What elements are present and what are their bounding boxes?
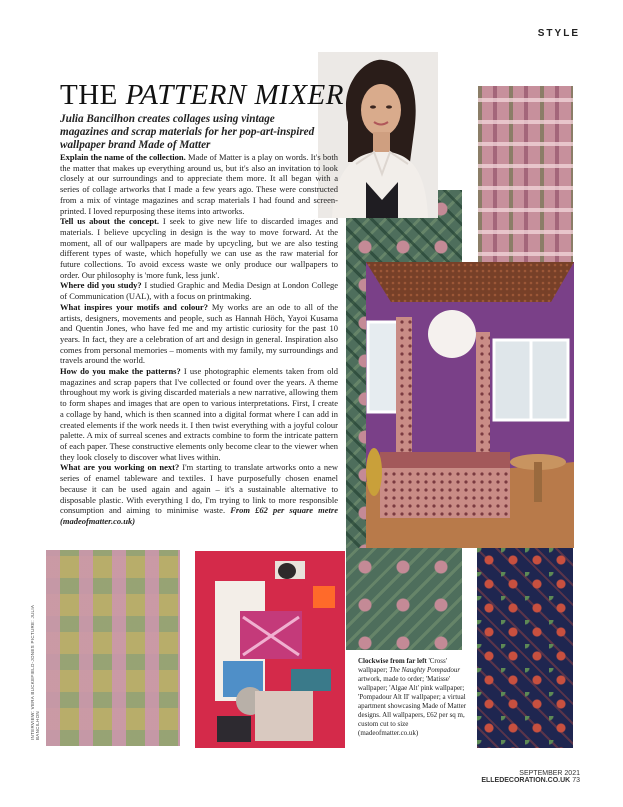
title-prefix: THE — [60, 79, 126, 111]
article-body — [60, 152, 338, 527]
question: Tell us about the concept. — [60, 216, 160, 227]
answer: I studied Graphic and Media Design at London College of Communication (UAL), with a focus on printmaking. — [60, 280, 338, 302]
matisse-wallpaper-lower-image — [346, 548, 462, 650]
question: What are you working on next? — [60, 462, 180, 473]
caption-text-1: 'Cross' wallpaper; — [358, 657, 447, 674]
qa-paragraph — [60, 462, 338, 526]
issue-date: SEPTEMBER 2021 — [519, 770, 580, 777]
question: Where did you study? — [60, 280, 142, 291]
cross-wallpaper-image — [46, 550, 180, 746]
answer: I seek to give new life to discarded images and materials. I believe upcycling in design is the way to move forward. At the moment, all of our wallpapers are made by upcycling, but we are also testing different types of waste, which hopefully we can use as the raw material for future collections. To avoid excess waste we only produce our wallpapers to order. Our philosophy is 'more funk, less junk'. — [60, 216, 338, 280]
photo-credit: INTERVIEW: VERA BUCKEFIELD-JONES PICTURE: JULIA BANCILHON — [30, 605, 40, 740]
qa-paragraph — [60, 216, 338, 280]
article-standfirst: Julia Bancilhon creates collages using vintage magazines and scrap materials for her pop-art-inspired wallpaper brand Made of Matter — [60, 113, 315, 151]
qa-paragraph — [60, 152, 338, 216]
price-line: From £62 per square metre (madeofmatter.co.uk) — [60, 505, 338, 526]
question: How do you make the patterns? — [60, 366, 181, 377]
page-number: 73 — [572, 777, 580, 784]
section-label: STYLE — [537, 28, 580, 39]
page-footer — [430, 770, 580, 784]
qa-paragraph — [60, 366, 338, 462]
answer: My works are an ode to all of the artists, designers, movements and people, such as Hannah Höch, Yayoi Kusama and Quentin Jones, who have fed me and my artistic curiosity for the past 10 years. In fact, they are a celebration of art and design in general. Inspiration also comes from personal memories – moments with my family, my surroundings and travels around the world. — [60, 301, 338, 366]
answer: I use photographic elements taken from old magazines and scrap papers that I've collected or found over the years. A theme throughout my work is giving discarded materials a new narrative, allowing them to form shapes and images that are open to various interpretations. First, I create a collage by hand, which is then scanned into a digital format where I can add in created elements if the work needs it. I then twist everything with a joyful colour palette. A mix of surreal scenes and extracts combine to form the intricate pattern of each paper. These constructive elements only become clear to the viewer when they look closely to discover what lives within. — [60, 366, 338, 462]
caption-artwork-title: The Naughty Pompadour — [389, 666, 461, 674]
qa-paragraph — [60, 302, 338, 366]
pompadour-alt-ii-wallpaper-image — [477, 548, 573, 748]
article-title — [60, 80, 344, 110]
image-caption — [358, 657, 470, 738]
caption-lead: Clockwise from far left — [358, 657, 427, 665]
virtual-apartment-image — [366, 262, 574, 548]
question: What inspires your motifs and colour? — [60, 301, 209, 312]
title-emphasis: PATTERN MIXER — [125, 79, 344, 111]
qa-paragraph — [60, 280, 338, 301]
naughty-pompadour-collage-image — [195, 551, 345, 748]
magazine-url: ELLEDECORATION.CO.UK — [481, 777, 571, 784]
answer: I'm starting to translate artworks onto a new series of enamel tableware and textiles. I have purposefully chosen enamel because it can be used again and again – it's a sustainable alternative to disposable plastic. With everything I do, I'm trying to link to more responsible consumption and aiming to minimise waste. — [60, 462, 338, 516]
answer: Made of Matter is a play on words. It's both the matter that makes up everything around us, but it's also an invitation to look closely at our surroundings and to appreciate them more. It all began with a series of collage artworks that I made a few years ago. These were constructed from a mix of vintage magazines and scrap materials I had found and screen-printed. I loved repurposing these items into artworks. — [60, 152, 338, 216]
question: Explain the name of the collection. — [60, 152, 186, 162]
caption-text-2: artwork, made to order; 'Matisse' wallpaper; 'Algae Alt' pink wallpaper; 'Pompadour Alt II' wallpaper; a virtual apartment showcasing Made of Matter designs. All wallpapers, £62 per sq m, custom cut to size (madeofmatter.co.uk) — [358, 675, 467, 737]
